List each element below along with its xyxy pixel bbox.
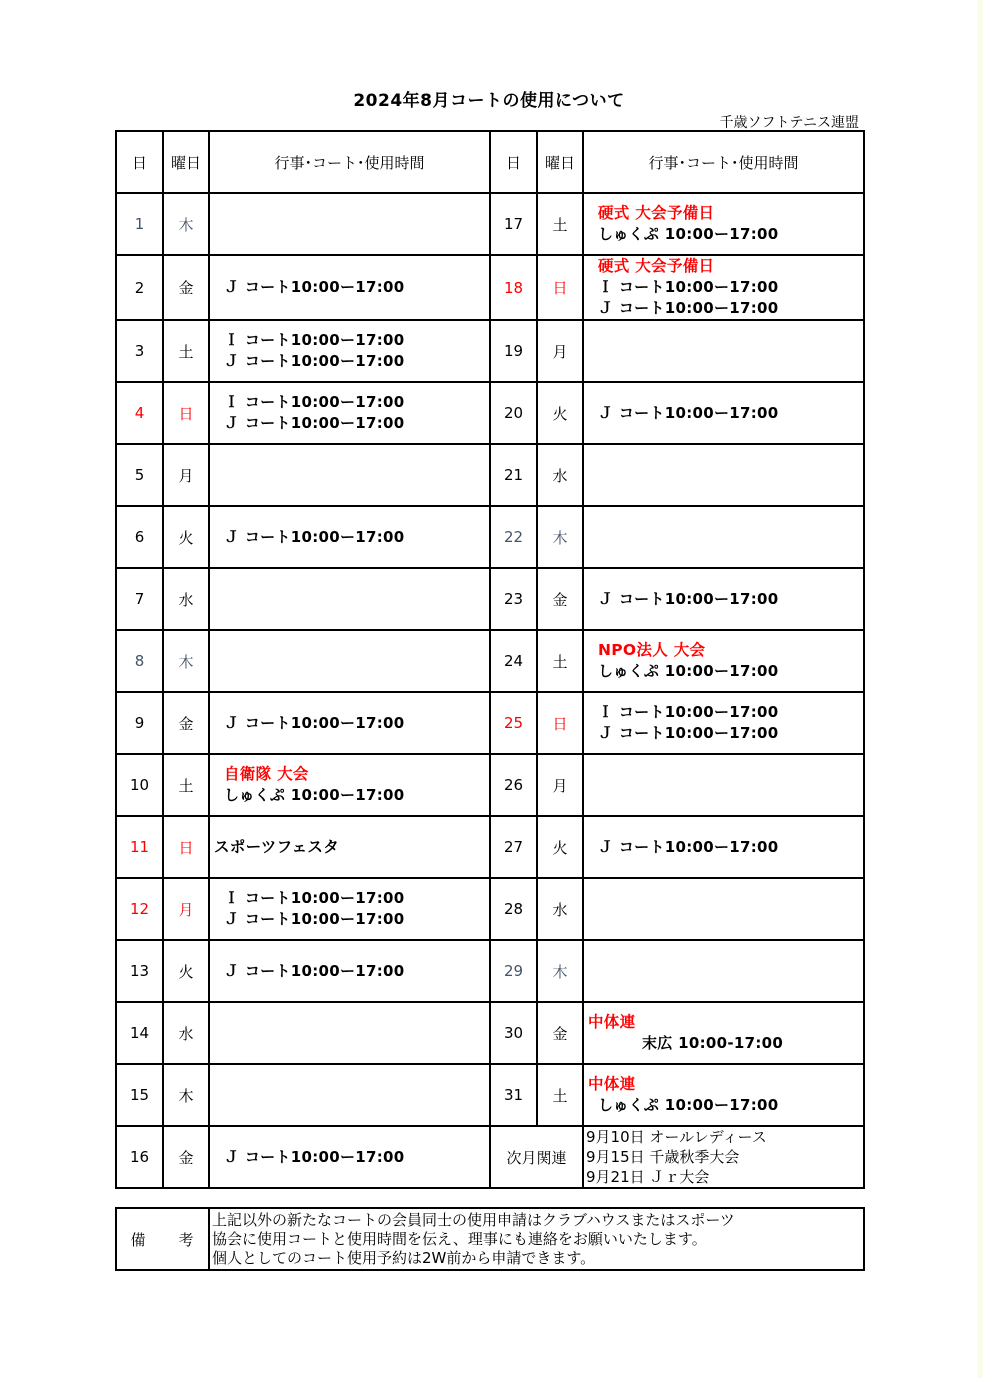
event-line: Ｊ コート10:00ー17:00	[224, 961, 405, 980]
event-cell	[209, 630, 490, 692]
day-number: 5	[116, 444, 163, 506]
event-line: Ｊ コート10:00ー17:00	[598, 837, 779, 856]
day-number: 6	[116, 506, 163, 568]
event-line: Ｊ コート10:00ー17:00	[224, 527, 405, 546]
header-weekday: 曜日	[163, 131, 209, 193]
event-cell	[583, 444, 864, 506]
event-cell	[583, 754, 864, 816]
next-month-item: 9月21日 Ｊｒ大会	[586, 1168, 710, 1186]
event-line: Ｊ コート10:00ー17:00	[598, 589, 779, 608]
weekday: 日	[537, 692, 583, 754]
weekday: 日	[537, 255, 583, 320]
event-cell	[209, 193, 490, 255]
event-cell	[209, 816, 490, 878]
day-number: 17	[490, 193, 537, 255]
weekday: 火	[163, 940, 209, 1002]
event-cell	[583, 692, 864, 754]
weekday: 金	[537, 568, 583, 630]
day-number: 25	[490, 692, 537, 754]
event-line: Ｉ コート10:00ー17:00	[224, 331, 405, 349]
event-cell	[583, 940, 864, 1002]
event-cell	[209, 940, 490, 1002]
weekday: 木	[163, 630, 209, 692]
weekday: 水	[537, 444, 583, 506]
day-number: 13	[116, 940, 163, 1002]
weekday: 金	[163, 1126, 209, 1188]
day-number: 30	[490, 1002, 537, 1064]
header-day: 日	[116, 131, 163, 193]
event-cell	[583, 816, 864, 878]
weekday: 木	[163, 1064, 209, 1126]
weekday: 日	[163, 816, 209, 878]
day-number: 14	[116, 1002, 163, 1064]
day-number: 4	[116, 382, 163, 444]
day-number: 21	[490, 444, 537, 506]
day-number: 27	[490, 816, 537, 878]
weekday: 月	[537, 320, 583, 382]
notes-text	[209, 1208, 864, 1270]
event-line: Ｊ コート10:00ー17:00	[224, 414, 405, 432]
event-line: しゅくぷ 10:00ー17:00	[598, 662, 779, 680]
event-cell	[209, 1002, 490, 1064]
notes-line: 協会に使用コートと使用時間を伝え、理事にも連絡をお願いいたします。	[212, 1229, 707, 1248]
header-weekday: 曜日	[537, 131, 583, 193]
weekday: 金	[537, 1002, 583, 1064]
event-line: Ｊ コート10:00ー17:00	[224, 278, 405, 296]
event-cell	[583, 1064, 864, 1126]
weekday: 土	[163, 754, 209, 816]
event-cell	[209, 255, 490, 320]
day-number: 11	[116, 816, 163, 878]
day-number: 3	[116, 320, 163, 382]
schedule-row	[116, 1126, 864, 1188]
day-number: 29	[490, 940, 537, 1002]
event-cell	[209, 506, 490, 568]
notes-table	[115, 1207, 865, 1271]
next-month-item: 9月10日 オールレディース	[586, 1128, 767, 1146]
event-line: しゅくぷ 10:00ー17:00	[224, 786, 405, 804]
event-cell	[583, 630, 864, 692]
organization-name: 千歳ソフトテニス連盟	[719, 115, 859, 131]
page-edge-strip	[978, 0, 983, 1378]
day-number: 22	[490, 506, 537, 568]
event-line: Ｉ コート10:00ー17:00	[598, 278, 779, 296]
event-cell	[583, 1002, 864, 1064]
schedule-row	[116, 692, 864, 754]
schedule-row	[116, 1064, 864, 1126]
event-cell	[583, 255, 864, 320]
schedule-row	[116, 878, 864, 940]
schedule-row	[116, 444, 864, 506]
weekday: 水	[163, 568, 209, 630]
next-month-list	[583, 1126, 864, 1188]
day-number: 7	[116, 568, 163, 630]
event-line: Ｊ コート10:00ー17:00	[598, 299, 779, 317]
weekday: 月	[163, 878, 209, 940]
schedule-row	[116, 320, 864, 382]
day-number: 2	[116, 255, 163, 320]
schedule-row	[116, 816, 864, 878]
event-title: 中体連	[588, 1013, 636, 1031]
schedule-row	[116, 193, 864, 255]
next-month-label: 次月関連	[490, 1126, 583, 1188]
event-line: しゅくぷ 10:00ー17:00	[598, 225, 779, 243]
event-cell	[209, 320, 490, 382]
weekday: 土	[537, 1064, 583, 1126]
day-number: 9	[116, 692, 163, 754]
weekday: 土	[537, 193, 583, 255]
header-day: 日	[490, 131, 537, 193]
day-number: 24	[490, 630, 537, 692]
event-line: Ｊ コート10:00ー17:00	[224, 352, 405, 370]
event-cell	[209, 444, 490, 506]
event-title: NPO法人 大会	[598, 641, 706, 659]
event-line: Ｉ コート10:00ー17:00	[224, 393, 405, 411]
event-line: Ｊ コート10:00ー17:00	[224, 910, 405, 928]
event-cell	[209, 692, 490, 754]
schedule-row	[116, 1002, 864, 1064]
weekday: 金	[163, 255, 209, 320]
schedule-row	[116, 382, 864, 444]
weekday: 火	[537, 816, 583, 878]
header-events: 行事･コート･使用時間	[209, 131, 490, 193]
event-title: 硬式 大会予備日	[598, 257, 715, 275]
event-line: スポーツフェスタ	[214, 837, 340, 856]
header-row	[116, 131, 864, 193]
schedule-row	[116, 568, 864, 630]
event-cell	[209, 1126, 490, 1188]
day-number: 18	[490, 255, 537, 320]
day-number: 1	[116, 193, 163, 255]
event-title: 自衛隊 大会	[224, 765, 309, 783]
day-number: 10	[116, 754, 163, 816]
day-number: 16	[116, 1126, 163, 1188]
schedule-row	[116, 754, 864, 816]
notes-line: 上記以外の新たなコートの会員同士の使用申請はクラブハウスまたはスポーツ	[212, 1210, 735, 1229]
event-cell	[583, 320, 864, 382]
weekday: 火	[537, 382, 583, 444]
event-line: Ｊ コート10:00ー17:00	[598, 403, 779, 422]
event-cell	[583, 568, 864, 630]
day-number: 26	[490, 754, 537, 816]
notes-line: 個人としてのコート使用予約は2W前から申請できます。	[212, 1248, 596, 1267]
weekday: 土	[537, 630, 583, 692]
event-line: Ｊ コート10:00ー17:00	[224, 1147, 405, 1166]
weekday: 月	[537, 754, 583, 816]
schedule-row	[116, 630, 864, 692]
day-number: 19	[490, 320, 537, 382]
day-number: 31	[490, 1064, 537, 1126]
weekday: 木	[537, 940, 583, 1002]
weekday: 木	[163, 193, 209, 255]
schedule-row	[116, 940, 864, 1002]
header-events: 行事･コート･使用時間	[583, 131, 864, 193]
schedule-row	[116, 255, 864, 320]
event-cell	[209, 878, 490, 940]
event-line: しゅくぷ 10:00ー17:00	[598, 1096, 779, 1114]
event-cell	[583, 506, 864, 568]
weekday: 月	[163, 444, 209, 506]
day-number: 23	[490, 568, 537, 630]
event-cell	[583, 878, 864, 940]
weekday: 水	[163, 1002, 209, 1064]
event-line: Ｊ コート10:00ー17:00	[598, 724, 779, 742]
event-line: Ｊ コート10:00ー17:00	[224, 713, 405, 732]
event-cell	[583, 382, 864, 444]
event-cell	[209, 1064, 490, 1126]
notes-label: 備 考	[116, 1208, 209, 1270]
day-number: 12	[116, 878, 163, 940]
event-title: 硬式 大会予備日	[598, 204, 715, 222]
schedule-table	[115, 130, 865, 1189]
weekday: 金	[163, 692, 209, 754]
event-cell	[209, 568, 490, 630]
day-number: 28	[490, 878, 537, 940]
event-line: Ｉ コート10:00ー17:00	[598, 703, 779, 721]
weekday: 木	[537, 506, 583, 568]
day-number: 15	[116, 1064, 163, 1126]
schedule-row	[116, 506, 864, 568]
day-number: 20	[490, 382, 537, 444]
day-number: 8	[116, 630, 163, 692]
event-line: Ｉ コート10:00ー17:00	[224, 889, 405, 907]
event-cell	[583, 193, 864, 255]
event-line: 末広 10:00-17:00	[642, 1034, 784, 1052]
event-cell	[209, 754, 490, 816]
event-cell	[209, 382, 490, 444]
weekday: 土	[163, 320, 209, 382]
next-month-item: 9月15日 千歳秋季大会	[586, 1148, 740, 1166]
page-title: 2024年8月コートの使用について	[353, 91, 625, 111]
weekday: 水	[537, 878, 583, 940]
weekday: 日	[163, 382, 209, 444]
weekday: 火	[163, 506, 209, 568]
event-title: 中体連	[588, 1075, 636, 1093]
